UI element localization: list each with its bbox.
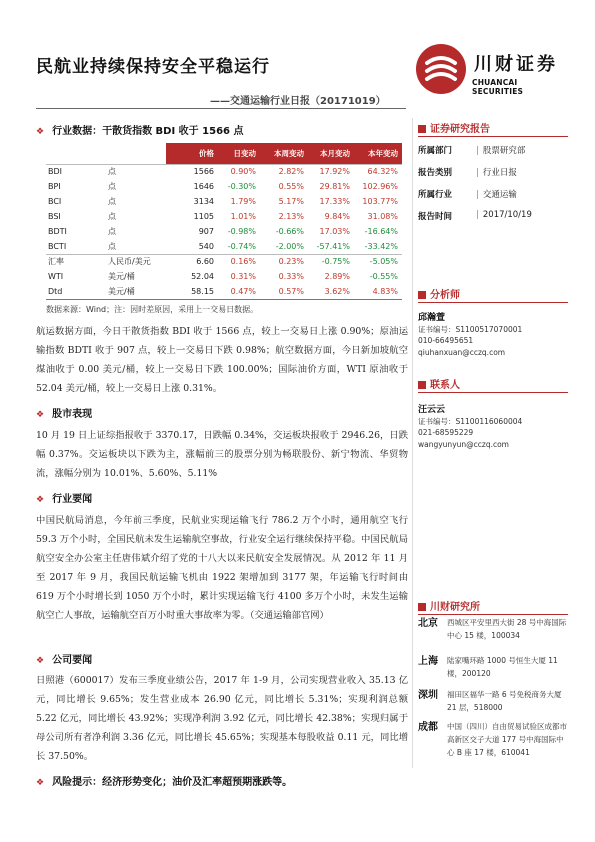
col-week: 本周变动 [260, 143, 308, 164]
table-source-note: 数据来源：Wind；注：因时差原因，采用上一交易日数据。 [46, 305, 259, 314]
sidebar-rule [418, 136, 568, 137]
row-day-change: -0.30% [227, 182, 256, 191]
table-row [46, 254, 402, 269]
column-divider [412, 118, 413, 768]
table-row [46, 164, 402, 179]
table-row [46, 284, 402, 299]
row-month-change: -57.41% [316, 241, 350, 251]
office-city: 成都 [418, 722, 438, 733]
table-header-row [46, 143, 402, 164]
row-unit: 点 [108, 241, 116, 251]
contact-cert: 证书编号：S1100116060004 [418, 417, 523, 426]
row-day-change: -0.74% [227, 241, 256, 251]
office-address: 西城区平安里西大街 28 号中海国际中心 15 楼，100034 [447, 618, 567, 640]
row-price: 58.15 [166, 284, 218, 299]
diamond-bullet-icon: ❖ [36, 495, 45, 505]
row-week-change: 0.33% [278, 272, 304, 281]
row-week-change: -2.00% [275, 241, 304, 251]
table-row [46, 209, 402, 224]
row-year-change: 102.96% [362, 182, 398, 191]
analyst-cert: 证书编号：S1100517070001 [418, 325, 523, 334]
row-month-change: 17.03% [319, 227, 350, 236]
row-price: 3134 [193, 197, 214, 206]
row-year-change: -16.64% [364, 227, 398, 236]
row-year-change: 4.83% [354, 284, 402, 299]
contact-phone: 021-68595229 [418, 428, 474, 437]
row-week-change: 0.57% [260, 284, 308, 299]
paragraph-stock-performance: 10 月 19 日上证综指报收于 3370.17，日跌幅 0.34%，交运板块报收于 2946.26，日跌幅 0.37%。交运板块以下跌为主，涨幅前三的股票分别为畅联股份、新宁物流、华贸物流，涨幅分别为 10.01%、5.60%、5.11% [36, 430, 408, 479]
row-day-change: 1.79% [230, 197, 256, 206]
row-price: 1105 [193, 212, 214, 221]
table-row [46, 269, 402, 284]
row-month-change: 2.89% [324, 272, 350, 281]
sidebar-rule [418, 614, 568, 615]
row-week-change: 0.23% [260, 254, 308, 269]
row-year-change: -33.42% [364, 241, 398, 251]
row-price: 52.04 [191, 272, 214, 281]
row-month-change: 3.62% [308, 284, 354, 299]
row-name: 汇率 [46, 254, 102, 269]
col-month: 本月变动 [308, 143, 354, 164]
row-name: BDTI [48, 227, 67, 236]
kv-label-industry: 所属行业 [418, 190, 453, 200]
sidebar-head-institute: 川财研究所 [418, 598, 480, 613]
kv-value-type: | 行业日报 [476, 166, 517, 178]
row-year-change: -0.55% [369, 272, 398, 281]
analyst-name: 邱瀚萱 [418, 313, 446, 323]
row-year-change: 64.32% [354, 164, 402, 179]
row-day-change: 0.90% [218, 164, 260, 179]
row-year-change: -5.05% [354, 254, 402, 269]
paragraph-industry-news: 中国民航局消息，今年前三季度，民航业实现运输飞行 786.2 万个小时，通用航空飞行 59.3 万个小时，全国民航未发生运输航空事故，行业安全运行继续保持平稳。中国民航局航空安全办公室主任唐伟斌介绍了党的十八大以来民航安全发展情况。从 2012 年 11 月至 2017 年 9 月，我国民航运输飞机由 1922 架增加到 3177 架，年运输飞行时间由 619 万个小时增长到 1050 万个小时，累计实现运输飞行 4100 多万个小时，未发生运输航空亡人事故，运输航空百万小时重大事故率为零。（交通运输部官网） [36, 515, 408, 621]
diamond-bullet-icon: ❖ [36, 410, 45, 420]
kv-label-type: 报告类别 [418, 168, 453, 178]
diamond-bullet-icon: ❖ [36, 778, 45, 788]
analyst-phone: 010-66495651 [418, 336, 474, 345]
row-unit: 点 [102, 164, 166, 179]
row-price: 540 [198, 241, 214, 251]
row-day-change: 1.01% [230, 212, 256, 221]
row-day-change: 0.31% [230, 272, 256, 281]
square-bullet-icon [418, 603, 426, 611]
col-price: 价格 [166, 143, 218, 164]
row-name: BDI [46, 164, 102, 179]
row-unit: 美元/桶 [108, 272, 135, 281]
row-month-change: -0.75% [308, 254, 354, 269]
row-week-change: 5.17% [278, 197, 304, 206]
row-name: WTI [48, 272, 64, 281]
kv-value-industry: | 交通运输 [476, 188, 517, 200]
row-month-change: 29.81% [319, 182, 350, 191]
row-week-change: 0.55% [278, 182, 304, 191]
kv-value-dept: | 股票研究部 [476, 144, 525, 156]
row-month-change: 9.84% [324, 212, 350, 221]
sidebar-rule [418, 302, 568, 303]
page-subtitle: ——交通运输行业日报（20171019） [210, 96, 386, 107]
office-city: 北京 [418, 618, 438, 629]
row-price: 907 [198, 227, 214, 236]
row-week-change: 2.13% [278, 212, 304, 221]
row-unit: 人民币/美元 [102, 254, 166, 269]
row-name: BSI [48, 212, 61, 221]
row-unit: 点 [108, 197, 116, 206]
square-bullet-icon [418, 381, 426, 389]
table-row [46, 224, 402, 239]
row-price: 6.60 [166, 254, 218, 269]
kv-label-dept: 所属部门 [418, 146, 453, 156]
diamond-bullet-icon: ❖ [36, 656, 45, 666]
kv-value-date: | 2017/10/19 [476, 210, 532, 220]
row-name: BCTI [48, 241, 67, 251]
row-day-change: -0.98% [227, 227, 256, 236]
row-unit: 点 [108, 227, 116, 236]
page-title: 民航业持续保持安全平稳运行 [36, 57, 270, 77]
col-year: 本年变动 [354, 143, 402, 164]
office-city: 上海 [418, 656, 438, 667]
contact-email[interactable]: wangyunyun@cczq.com [418, 440, 509, 449]
row-week-change: -0.66% [275, 227, 304, 236]
row-name: BPI [48, 182, 61, 191]
office-city: 深圳 [418, 690, 438, 701]
sidebar-rule [418, 392, 568, 393]
kv-label-date: 报告时间 [418, 212, 453, 222]
row-price: 1646 [193, 182, 214, 191]
row-month-change: 17.33% [319, 197, 350, 206]
header-rule [36, 108, 406, 109]
square-bullet-icon [418, 125, 426, 133]
contact-name: 汪云云 [418, 405, 446, 415]
section-company-news: ❖ 公司要闻 [36, 655, 93, 666]
row-month-change: 17.92% [308, 164, 354, 179]
row-day-change: 0.16% [218, 254, 260, 269]
row-name: BCI [48, 197, 62, 206]
section-industry-news: ❖ 行业要闻 [36, 494, 93, 505]
analyst-email[interactable]: qiuhanxuan@cczq.com [418, 348, 506, 357]
section-industry-data: ❖ 行业数据：干散货指数 BDI 收于 1566 点 [36, 126, 244, 137]
col-day: 日变动 [218, 143, 260, 164]
sidebar-head-contact: 联系人 [418, 376, 460, 391]
row-year-change: 31.08% [367, 212, 398, 221]
logo-text-cn: 川财证券 [474, 54, 558, 75]
table-row [46, 239, 402, 254]
paragraph-shipping-data: 航运数据方面，今日干散货指数 BDI 收于 1566 点，较上一交易日上涨 0.90%；原油运输指数 BDTI 收于 907 点，较上一交易日下跌 0.98%；航空数据方面，今日新加坡航空煤油收于 0.00 美元/桶，较上一交易日下跌 100.00%；国际油价方面，WTI 原油收于 52.04 美元/桶，较上一交易日上涨 0.31%。 [36, 326, 408, 394]
sidebar-head-analyst: 分析师 [418, 286, 460, 301]
row-price: 1566 [166, 164, 218, 179]
sidebar-head-report: 证券研究报告 [418, 120, 490, 135]
office-address: 中国（四川）自由贸易试验区成都市高新区交子大道 177 号中海国际中心 B 座 17 楼，610041 [447, 722, 567, 757]
row-name: Dtd [46, 284, 102, 299]
logo-mark-icon [416, 44, 466, 94]
table-row [46, 194, 402, 209]
square-bullet-icon [418, 291, 426, 299]
market-data-table [46, 143, 402, 300]
logo-text-en: CHUANCAI SECURITIES [472, 78, 524, 96]
table-row [46, 179, 402, 194]
office-address: 陆家嘴环路 1000 号恒生大厦 11 楼，200120 [447, 656, 558, 678]
section-stock-performance: ❖ 股市表现 [36, 409, 93, 420]
row-day-change: 0.47% [218, 284, 260, 299]
office-address: 福田区福华一路 6 号免税商务大厦 21 层，518000 [447, 690, 562, 712]
company-logo [416, 44, 566, 106]
row-unit: 点 [108, 182, 116, 191]
row-unit: 美元/桶 [102, 284, 166, 299]
risk-notice: ❖ 风险提示：经济形势变化；油价及汇率超预期涨跌等。 [36, 777, 293, 788]
row-week-change: 2.82% [260, 164, 308, 179]
diamond-bullet-icon: ❖ [36, 127, 45, 137]
paragraph-company-news: 日照港（600017）发布三季度业绩公告，2017 年 1-9 月，公司实现营业收入 35.13 亿元，同比增长 9.65%；发生营业成本 26.90 亿元，同比增长 5.31%；实现利润总额 5.22 亿元，同比增长 43.92%；实现净利润 3.92 亿元，同比增长 42.38%；实现归属于母公司所有者净利润 3.36 亿元，同比增长 45.65%；实现基本每股收益 0.11 元，同比增长 37.50%。 [36, 675, 408, 762]
row-unit: 点 [108, 212, 116, 221]
row-year-change: 103.77% [362, 197, 398, 206]
